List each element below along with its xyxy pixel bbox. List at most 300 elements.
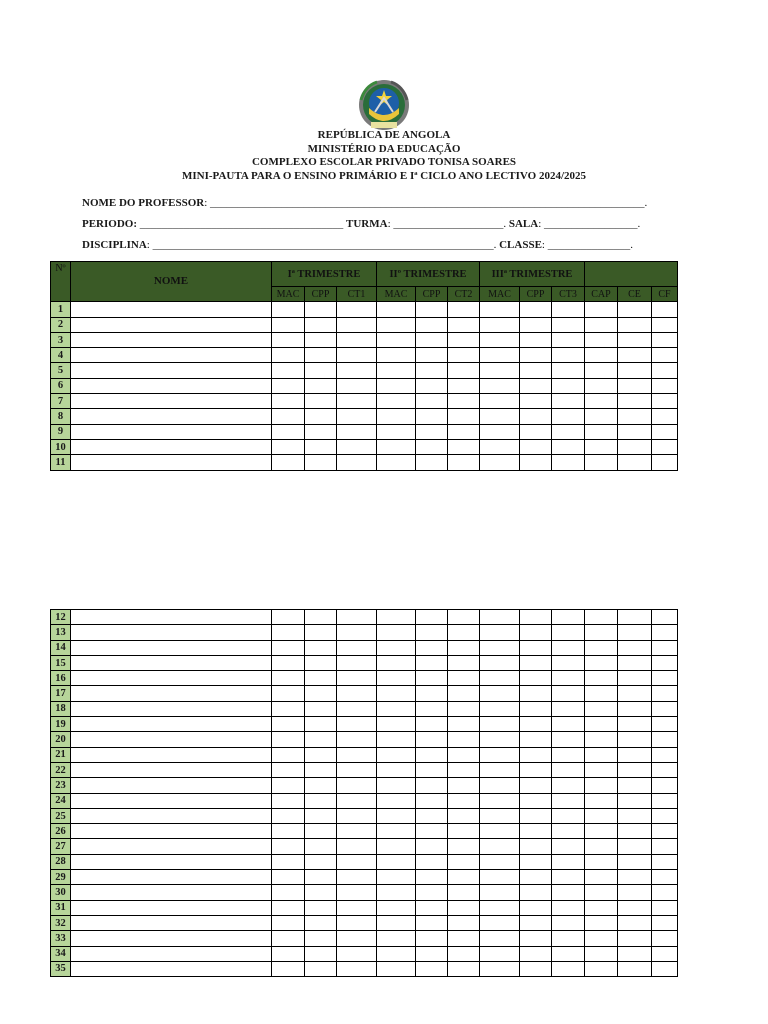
grade-cell[interactable] [377,808,416,823]
grade-cell[interactable] [520,885,552,900]
grade-cell[interactable] [552,931,585,946]
grade-cell[interactable] [305,378,337,393]
grade-cell[interactable] [305,439,337,454]
grade-cell[interactable] [448,808,480,823]
grade-cell[interactable] [585,870,618,885]
grade-cell[interactable] [416,900,448,915]
grade-cell[interactable] [618,332,652,347]
grade-cell[interactable] [377,701,416,716]
grade-cell[interactable] [448,625,480,640]
grade-cell[interactable] [337,378,377,393]
grade-cell[interactable] [520,348,552,363]
grade-cell[interactable] [520,915,552,930]
grade-cell[interactable] [520,961,552,976]
grade-cell[interactable] [552,747,585,762]
grade-cell[interactable] [618,317,652,332]
grade-cell[interactable] [652,363,678,378]
grade-cell[interactable] [377,625,416,640]
student-name-cell[interactable] [71,931,272,946]
student-name-cell[interactable] [71,455,272,470]
grade-cell[interactable] [448,348,480,363]
grade-cell[interactable] [520,717,552,732]
grade-cell[interactable] [552,655,585,670]
grade-cell[interactable] [585,885,618,900]
grade-cell[interactable] [618,701,652,716]
grade-cell[interactable] [585,671,618,686]
grade-cell[interactable] [585,839,618,854]
student-name-cell[interactable] [71,900,272,915]
grade-cell[interactable] [585,931,618,946]
grade-cell[interactable] [272,946,305,961]
grade-cell[interactable] [337,439,377,454]
grade-cell[interactable] [480,655,520,670]
grade-cell[interactable] [652,394,678,409]
grade-cell[interactable] [652,961,678,976]
grade-cell[interactable] [480,885,520,900]
grade-cell[interactable] [480,870,520,885]
grade-cell[interactable] [272,717,305,732]
grade-cell[interactable] [448,686,480,701]
grade-cell[interactable] [305,671,337,686]
grade-cell[interactable] [585,439,618,454]
grade-cell[interactable] [520,793,552,808]
grade-cell[interactable] [377,915,416,930]
grade-cell[interactable] [520,394,552,409]
student-name-cell[interactable] [71,961,272,976]
grade-cell[interactable] [618,610,652,625]
grade-cell[interactable] [585,655,618,670]
grade-cell[interactable] [377,317,416,332]
grade-cell[interactable] [448,946,480,961]
grade-cell[interactable] [305,870,337,885]
grade-cell[interactable] [448,915,480,930]
grade-cell[interactable] [652,946,678,961]
grade-cell[interactable] [480,717,520,732]
grade-cell[interactable] [520,424,552,439]
grade-cell[interactable] [448,793,480,808]
grade-cell[interactable] [416,808,448,823]
grade-cell[interactable] [337,885,377,900]
grade-cell[interactable] [585,762,618,777]
grade-cell[interactable] [377,824,416,839]
grade-cell[interactable] [337,931,377,946]
grade-cell[interactable] [652,671,678,686]
student-name-cell[interactable] [71,824,272,839]
grade-cell[interactable] [480,610,520,625]
grade-cell[interactable] [337,946,377,961]
grade-cell[interactable] [618,394,652,409]
grade-cell[interactable] [618,655,652,670]
grade-cell[interactable] [305,762,337,777]
grade-cell[interactable] [480,793,520,808]
grade-cell[interactable] [552,946,585,961]
grade-cell[interactable] [552,394,585,409]
grade-cell[interactable] [520,317,552,332]
grade-cell[interactable] [585,332,618,347]
grade-cell[interactable] [448,824,480,839]
grade-cell[interactable] [416,717,448,732]
grade-cell[interactable] [416,671,448,686]
grade-cell[interactable] [585,640,618,655]
grade-cell[interactable] [618,439,652,454]
grade-cell[interactable] [618,732,652,747]
grade-cell[interactable] [272,793,305,808]
grade-cell[interactable] [272,762,305,777]
grade-cell[interactable] [652,885,678,900]
grade-cell[interactable] [448,854,480,869]
grade-cell[interactable] [618,854,652,869]
student-name-cell[interactable] [71,394,272,409]
grade-cell[interactable] [618,378,652,393]
grade-cell[interactable] [305,610,337,625]
grade-cell[interactable] [652,824,678,839]
grade-cell[interactable] [416,870,448,885]
grade-cell[interactable] [448,885,480,900]
grade-cell[interactable] [520,854,552,869]
student-name-cell[interactable] [71,885,272,900]
grade-cell[interactable] [305,363,337,378]
grade-cell[interactable] [585,961,618,976]
grade-cell[interactable] [448,332,480,347]
grade-cell[interactable] [552,363,585,378]
grade-cell[interactable] [337,625,377,640]
grade-cell[interactable] [305,302,337,317]
grade-cell[interactable] [337,717,377,732]
grade-cell[interactable] [480,439,520,454]
grade-cell[interactable] [337,302,377,317]
grade-cell[interactable] [520,671,552,686]
grade-cell[interactable] [585,717,618,732]
grade-cell[interactable] [272,870,305,885]
grade-cell[interactable] [618,824,652,839]
grade-cell[interactable] [305,747,337,762]
grade-cell[interactable] [337,900,377,915]
grade-cell[interactable] [652,839,678,854]
grade-cell[interactable] [448,640,480,655]
grade-cell[interactable] [585,915,618,930]
grade-cell[interactable] [377,931,416,946]
grade-cell[interactable] [652,302,678,317]
grade-cell[interactable] [377,793,416,808]
grade-cell[interactable] [552,455,585,470]
student-name-cell[interactable] [71,655,272,670]
grade-cell[interactable] [337,701,377,716]
grade-cell[interactable] [448,870,480,885]
grade-cell[interactable] [618,870,652,885]
grade-cell[interactable] [448,671,480,686]
grade-cell[interactable] [585,732,618,747]
student-name-cell[interactable] [71,870,272,885]
grade-cell[interactable] [618,961,652,976]
grade-cell[interactable] [337,732,377,747]
student-name-cell[interactable] [71,625,272,640]
grade-cell[interactable] [618,671,652,686]
grade-cell[interactable] [416,931,448,946]
grade-cell[interactable] [652,762,678,777]
student-name-cell[interactable] [71,640,272,655]
student-name-cell[interactable] [71,854,272,869]
grade-cell[interactable] [305,332,337,347]
grade-cell[interactable] [272,455,305,470]
grade-cell[interactable] [337,348,377,363]
grade-cell[interactable] [618,302,652,317]
grade-cell[interactable] [448,732,480,747]
grade-cell[interactable] [416,839,448,854]
grade-cell[interactable] [552,610,585,625]
grade-cell[interactable] [377,885,416,900]
grade-cell[interactable] [337,915,377,930]
grade-cell[interactable] [585,394,618,409]
grade-cell[interactable] [377,762,416,777]
grade-cell[interactable] [652,378,678,393]
grade-cell[interactable] [272,854,305,869]
grade-cell[interactable] [337,610,377,625]
grade-cell[interactable] [272,732,305,747]
grade-cell[interactable] [416,348,448,363]
grade-cell[interactable] [448,302,480,317]
grade-cell[interactable] [652,640,678,655]
grade-cell[interactable] [618,363,652,378]
grade-cell[interactable] [377,671,416,686]
grade-cell[interactable] [416,793,448,808]
student-name-cell[interactable] [71,671,272,686]
grade-cell[interactable] [552,317,585,332]
grade-cell[interactable] [585,946,618,961]
student-name-cell[interactable] [71,717,272,732]
grade-cell[interactable] [552,378,585,393]
grade-cell[interactable] [416,946,448,961]
grade-cell[interactable] [448,839,480,854]
student-name-cell[interactable] [71,317,272,332]
student-name-cell[interactable] [71,409,272,424]
professor-blank[interactable]: : _______________________________________________________________________________. [204,197,648,209]
grade-cell[interactable] [520,870,552,885]
grade-cell[interactable] [480,394,520,409]
grade-cell[interactable] [585,363,618,378]
grade-cell[interactable] [585,317,618,332]
grade-cell[interactable] [618,762,652,777]
grade-cell[interactable] [552,870,585,885]
grade-cell[interactable] [337,455,377,470]
grade-cell[interactable] [520,747,552,762]
grade-cell[interactable] [520,610,552,625]
student-name-cell[interactable] [71,332,272,347]
grade-cell[interactable] [552,824,585,839]
grade-cell[interactable] [305,732,337,747]
grade-cell[interactable] [520,808,552,823]
grade-cell[interactable] [416,778,448,793]
grade-cell[interactable] [337,363,377,378]
grade-cell[interactable] [520,931,552,946]
grade-cell[interactable] [480,747,520,762]
grade-cell[interactable] [305,424,337,439]
grade-cell[interactable] [272,317,305,332]
grade-cell[interactable] [552,348,585,363]
grade-cell[interactable] [448,717,480,732]
grade-cell[interactable] [416,701,448,716]
grade-cell[interactable] [416,610,448,625]
grade-cell[interactable] [585,378,618,393]
grade-cell[interactable] [652,655,678,670]
disciplina-blank[interactable]: : ______________________________________________________________. [146,239,500,251]
grade-cell[interactable] [305,394,337,409]
student-name-cell[interactable] [71,348,272,363]
grade-cell[interactable] [520,409,552,424]
grade-cell[interactable] [652,317,678,332]
grade-cell[interactable] [618,808,652,823]
grade-cell[interactable] [480,317,520,332]
grade-cell[interactable] [448,610,480,625]
grade-cell[interactable] [585,455,618,470]
grade-cell[interactable] [305,808,337,823]
grade-cell[interactable] [377,870,416,885]
grade-cell[interactable] [337,409,377,424]
grade-cell[interactable] [585,302,618,317]
grade-cell[interactable] [448,900,480,915]
grade-cell[interactable] [337,762,377,777]
grade-cell[interactable] [416,824,448,839]
grade-cell[interactable] [480,455,520,470]
grade-cell[interactable] [448,455,480,470]
grade-cell[interactable] [305,778,337,793]
grade-cell[interactable] [480,332,520,347]
grade-cell[interactable] [480,732,520,747]
grade-cell[interactable] [652,915,678,930]
grade-cell[interactable] [520,625,552,640]
grade-cell[interactable] [416,363,448,378]
grade-cell[interactable] [416,439,448,454]
grade-cell[interactable] [585,424,618,439]
grade-cell[interactable] [305,931,337,946]
grade-cell[interactable] [337,686,377,701]
grade-cell[interactable] [520,302,552,317]
grade-cell[interactable] [652,778,678,793]
grade-cell[interactable] [377,439,416,454]
grade-cell[interactable] [272,686,305,701]
grade-cell[interactable] [305,717,337,732]
student-name-cell[interactable] [71,762,272,777]
grade-cell[interactable] [652,747,678,762]
grade-cell[interactable] [272,378,305,393]
student-name-cell[interactable] [71,424,272,439]
grade-cell[interactable] [585,348,618,363]
grade-cell[interactable] [272,808,305,823]
grade-cell[interactable] [520,363,552,378]
grade-cell[interactable] [520,946,552,961]
grade-cell[interactable] [618,424,652,439]
grade-cell[interactable] [552,701,585,716]
grade-cell[interactable] [337,854,377,869]
grade-cell[interactable] [272,824,305,839]
student-name-cell[interactable] [71,701,272,716]
grade-cell[interactable] [618,686,652,701]
grade-cell[interactable] [520,455,552,470]
grade-cell[interactable] [480,302,520,317]
grade-cell[interactable] [272,839,305,854]
grade-cell[interactable] [552,671,585,686]
grade-cell[interactable] [305,961,337,976]
grade-cell[interactable] [377,655,416,670]
grade-cell[interactable] [272,961,305,976]
grade-cell[interactable] [272,409,305,424]
grade-cell[interactable] [448,317,480,332]
grade-cell[interactable] [448,439,480,454]
grade-cell[interactable] [552,900,585,915]
grade-cell[interactable] [272,394,305,409]
grade-cell[interactable] [618,885,652,900]
grade-cell[interactable] [585,610,618,625]
grade-cell[interactable] [652,732,678,747]
grade-cell[interactable] [585,747,618,762]
grade-cell[interactable] [448,701,480,716]
grade-cell[interactable] [480,409,520,424]
grade-cell[interactable] [585,793,618,808]
grade-cell[interactable] [272,701,305,716]
grade-cell[interactable] [652,348,678,363]
grade-cell[interactable] [652,870,678,885]
grade-cell[interactable] [448,655,480,670]
grade-cell[interactable] [337,671,377,686]
grade-cell[interactable] [652,701,678,716]
grade-cell[interactable] [272,655,305,670]
grade-cell[interactable] [416,640,448,655]
grade-cell[interactable] [416,332,448,347]
grade-cell[interactable] [416,394,448,409]
student-name-cell[interactable] [71,778,272,793]
grade-cell[interactable] [480,363,520,378]
grade-cell[interactable] [377,332,416,347]
grade-cell[interactable] [448,424,480,439]
grade-cell[interactable] [480,900,520,915]
grade-cell[interactable] [552,778,585,793]
grade-cell[interactable] [552,640,585,655]
grade-cell[interactable] [552,793,585,808]
grade-cell[interactable] [552,854,585,869]
grade-cell[interactable] [272,900,305,915]
grade-cell[interactable] [377,732,416,747]
grade-cell[interactable] [305,686,337,701]
grade-cell[interactable] [305,900,337,915]
grade-cell[interactable] [305,885,337,900]
grade-cell[interactable] [585,808,618,823]
grade-cell[interactable] [272,671,305,686]
grade-cell[interactable] [480,931,520,946]
grade-cell[interactable] [272,348,305,363]
grade-cell[interactable] [416,378,448,393]
student-name-cell[interactable] [71,610,272,625]
grade-cell[interactable] [416,732,448,747]
grade-cell[interactable] [416,885,448,900]
grade-cell[interactable] [652,686,678,701]
grade-cell[interactable] [618,625,652,640]
grade-cell[interactable] [448,931,480,946]
grade-cell[interactable] [480,808,520,823]
grade-cell[interactable] [552,686,585,701]
student-name-cell[interactable] [71,302,272,317]
grade-cell[interactable] [305,455,337,470]
grade-cell[interactable] [416,302,448,317]
grade-cell[interactable] [480,640,520,655]
grade-cell[interactable] [552,762,585,777]
grade-cell[interactable] [416,747,448,762]
grade-cell[interactable] [552,961,585,976]
grade-cell[interactable] [480,671,520,686]
grade-cell[interactable] [652,793,678,808]
grade-cell[interactable] [618,931,652,946]
grade-cell[interactable] [337,778,377,793]
grade-cell[interactable] [552,439,585,454]
grade-cell[interactable] [305,640,337,655]
